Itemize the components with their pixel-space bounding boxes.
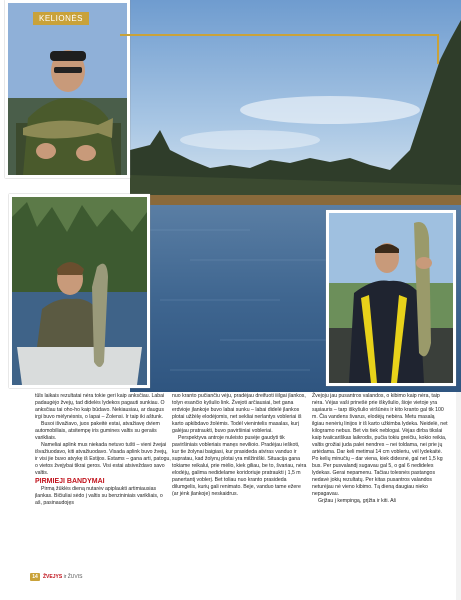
angler-with-fish-photo <box>5 0 130 178</box>
magazine-subtitle: ir ŽUVIS <box>63 574 83 580</box>
article-column-1 <box>35 393 171 507</box>
angler-holding-pike-photo <box>326 210 456 386</box>
paragraph: tūls laikais rezultatai nėra tokie geri kaip anksčiau. Labai padaugėjo žvejų, tad didelės lydekos pagauti sunkiau. O anksčiau tai oho-ho kaip būdavo. Nekiausiau, ar daugus irgi buvo mėlynėsnis, o lapai – Žolensi. Ir taip iki aštunk. <box>35 393 165 420</box>
paragraph: Grįžau į kempingą, grįžta ir kiti. Aš <box>318 498 397 504</box>
article-column-2 <box>172 393 308 498</box>
accent-rule <box>120 34 438 36</box>
magazine-title: ŽVEJYS <box>43 574 63 580</box>
paragraph: Nameliai aplink mus niekada netuvo tušti – vieni žvejai išvažiuodavo, kiti atvažiuodavo. Visada aplink buvo žvejų, ir visi jie buvo atvykę iš Estijos. Estams – gana arti, patogu, o vietos žvejybai tikrai geros. Visi estai atsiveždavo savo valtis. <box>35 442 171 476</box>
accent-rule-vertical <box>437 34 439 64</box>
paragraph: Perspektyva antroje nuleisto pusėje gaudyti tik paviršiniais vobleriais manęs nevilioio. Pradėjau ieškoti, kur tie žolynai baigiasi, kur prasideda atviras vanduo ir supratau, kad žolynų plotai yra milžiniški. Situacija gana tokiame reikalui, prie mėlio, kiek giliau, be to, švariau, nėra elodėjų, galima nedidelame koridoriuje pratraukti į 1,5 m panertantį voblerį. Bet toliau nuo kranto prasideda dilumgelis, kurių gali renimato. Beje, vanduo tame ežere (ar jėnk įlankoje) neskaidrus. <box>172 435 307 497</box>
section-tag: KELIONĖS <box>33 12 89 25</box>
paragraph: Busoi išvažiavo, juos pakeitė estai, atvažiavę dviem automobiliais, atsitempę iris gumines valtis su geraiis varikliais. <box>35 421 160 441</box>
paragraph: nuo kranto pučiančiu vėju, pradėjau dreifuoti iiilgai įlankos, tolyn esančio kyšulio link. Žvejoti arčiausiai, bet gana erdvioje įlankoje buvo labai sunku – labai didelė įlankos plotai užžėlę elodėjomis, net sekliai nerlantys vobleriai iš karto apkibdavo žolėmis. Todėl vienintelis masalas, kurį galėjau pratraukti, buvo paviršiniai vobleriai. <box>172 393 306 434</box>
paragraph: Pirmą žūklės dieną nutarėv apiplaukti artimiausias įlankas. Bičiuliai sėdo į valtis su benzininiais varikliais, o aš, pasinaudojęs <box>35 486 163 506</box>
magazine-name <box>43 573 82 581</box>
section-heading: PIRMIEJI BANDYMAI <box>35 478 105 485</box>
paragraph: Žvejoju jau pusantros valandos, o kibimo kaip nėra, taip nėra. Vėjas vaši prinešė prie iškyšulio, šioje vietoje yra sąsiauris – tarp iškyšulio viršūnės ir kito kranto gal tik 100 m. Čia vandens švarus, elodėjų nebėra. Metu masalą ilgiau nenėrių linijos ir iš karto užkimba lydeka. Neidelė, net kilogramo nebus. Bet vis tiek neblogai. Vėjas dirba tikslai kaip tvaiicariškas laikrodis, pučia tokiu greičiu, kokio reikia, valtis grožiai juda palei nendres – nei toldama, nei prie jų artėdama. Dar keli metimai 14 cm vobleriu, vėl lydekaitė. Po kelių minučių – dar viena, kiek didesnė, gal net 1,5 kg bus. Per pusvalandį sugavau gal 5, o gal 6 nedideles lydekas. Gerai nepamenu. Tačiau tolesnės pastangos nedavė jokių rezultatų. Per kitas pusantros valandos neturėjau nė vieno kibimo. Tą dieną daugiau nieko nepagavau. <box>312 393 448 497</box>
article-column-3 <box>312 393 448 505</box>
page-number: 14 <box>30 573 40 581</box>
angler-in-boat-photo <box>9 194 150 388</box>
